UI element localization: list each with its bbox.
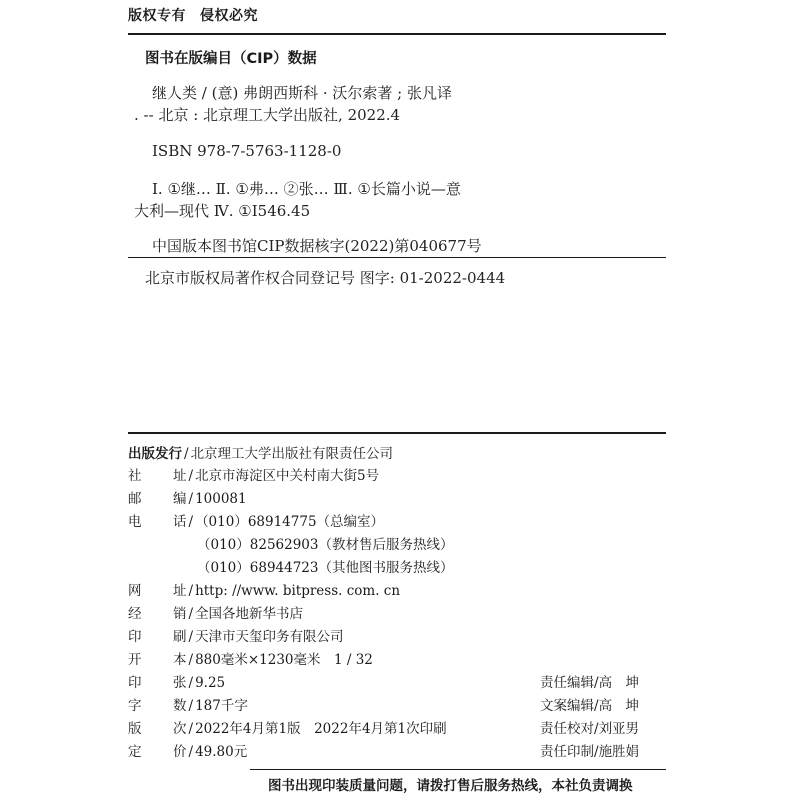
quality-notice: 图书出现印装质量问题，请拨打售后服务热线，本社负责调换: [268, 778, 633, 794]
separator: /: [188, 491, 194, 507]
address-label-b: 址: [173, 468, 187, 484]
format-value: 880毫米×1230毫米 1 / 32: [195, 652, 373, 668]
phone-line-2: （010）82562903（教材售后服务热线）: [197, 537, 454, 553]
sheets-value: 9.25: [195, 675, 226, 691]
edition-label-a: 版: [128, 721, 142, 737]
price-label-a: 定: [128, 744, 142, 760]
sheets-label-a: 印: [128, 675, 142, 691]
word-count-label-a: 字: [128, 698, 142, 714]
printer-label-a: 印: [128, 629, 142, 645]
separator: /: [594, 721, 599, 737]
cip-line-1: 继人类 / (意) 弗朗西斯科 · 沃尔索著 ; 张凡译: [152, 84, 452, 102]
postcode-value: 100081: [195, 491, 247, 507]
website-label-a: 网: [128, 583, 142, 599]
staff-editor: [540, 673, 639, 693]
address-row: [128, 466, 379, 486]
copyright-notice: [128, 5, 258, 25]
staff-proofreader: [540, 719, 639, 739]
website-label-b: 址: [173, 583, 187, 599]
website-value: http: //www. bitpress. com. cn: [195, 583, 401, 599]
distributor-row: [128, 604, 303, 624]
format-row: [128, 650, 373, 670]
distributor-value: 全国各地新华书店: [195, 606, 304, 622]
cip-classification-2: 大利—现代 Ⅳ. ①I546.45: [134, 202, 311, 220]
postcode-label-a: 邮: [128, 491, 142, 507]
staff-copy-editor: [540, 696, 639, 716]
format-label-b: 本: [173, 652, 187, 668]
cip-classification-1: Ⅰ. ①继… Ⅱ. ①弗… ②张… Ⅲ. ①长篇小说—意: [152, 180, 461, 198]
notice-all-rights-reserved: 版权专有: [128, 8, 186, 24]
publisher-value: 北京理工大学出版社有限责任公司: [190, 446, 394, 462]
separator: /: [188, 675, 194, 691]
phone-line-1: （010）68914775（总编室）: [195, 514, 385, 530]
phone-line-3-row: [197, 558, 453, 578]
website-row: [128, 581, 400, 601]
phone-label-a: 电: [128, 514, 142, 530]
separator: /: [594, 744, 599, 760]
separator: /: [188, 698, 194, 714]
word-count-label-b: 数: [173, 698, 187, 714]
format-label-a: 开: [128, 652, 142, 668]
phone-line-3: （010）68944723（其他图书服务热线）: [197, 560, 454, 576]
separator: /: [184, 446, 189, 462]
cip-divider: [128, 257, 666, 258]
separator: /: [594, 675, 599, 691]
word-count-row: [128, 696, 248, 716]
printer-row: [128, 627, 344, 647]
staff-role: 责任编辑: [540, 675, 594, 691]
publication-rule: [128, 432, 666, 434]
price-label-b: 价: [173, 744, 187, 760]
separator: /: [188, 583, 194, 599]
publisher-label: 出版发行: [128, 446, 182, 462]
staff-name: 高 坤: [598, 698, 640, 714]
separator: /: [188, 721, 194, 737]
postcode-label-b: 编: [173, 491, 187, 507]
postcode-row: [128, 489, 247, 509]
staff-name: 刘亚男: [598, 721, 640, 737]
notice-infringement-prosecuted: 侵权必究: [200, 8, 258, 24]
address-label-a: 社: [128, 468, 142, 484]
phone-line-2-row: [197, 535, 453, 555]
footer-rule: [250, 769, 666, 770]
separator: /: [188, 629, 194, 645]
staff-print-supervisor: [540, 742, 639, 762]
separator: /: [188, 514, 194, 530]
staff-role: 责任印制: [540, 744, 594, 760]
edition-value: 2022年4月第1版 2022年4月第1次印刷: [195, 721, 447, 737]
sheets-row: [128, 673, 225, 693]
cip-isbn: ISBN 978-7-5763-1128-0: [152, 142, 342, 160]
word-count-value: 187千字: [195, 698, 248, 714]
address-value: 北京市海淀区中关村南大街5号: [195, 468, 380, 484]
cip-number: 中国版本图书馆CIP数据核字(2022)第040677号: [152, 237, 482, 255]
staff-name: 施胜娟: [598, 744, 640, 760]
staff-role: 责任校对: [540, 721, 594, 737]
edition-row: [128, 719, 447, 739]
printer-value: 天津市天玺印务有限公司: [195, 629, 344, 645]
sheets-label-b: 张: [173, 675, 187, 691]
edition-label-b: 次: [173, 721, 187, 737]
phone-label-b: 话: [173, 514, 187, 530]
phone-row: [128, 512, 384, 532]
staff-role: 文案编辑: [540, 698, 594, 714]
separator: /: [594, 698, 599, 714]
separator: /: [188, 606, 194, 622]
distributor-label-a: 经: [128, 606, 142, 622]
copyright-registration: 北京市版权局著作权合同登记号 图字: 01-2022-0444: [145, 269, 506, 287]
distributor-label-b: 销: [173, 606, 187, 622]
separator: /: [188, 468, 194, 484]
staff-name: 高 坤: [598, 675, 640, 691]
price-value: 49.80元: [195, 744, 248, 760]
cip-title: 图书在版编目（CIP）数据: [145, 51, 317, 67]
separator: /: [188, 744, 194, 760]
top-rule: [128, 33, 666, 35]
printer-label-b: 刷: [173, 629, 187, 645]
cip-line-2: . -- 北京 : 北京理工大学出版社, 2022.4: [134, 106, 401, 124]
price-row: [128, 742, 247, 762]
separator: /: [188, 652, 194, 668]
publisher-row: [128, 444, 393, 464]
